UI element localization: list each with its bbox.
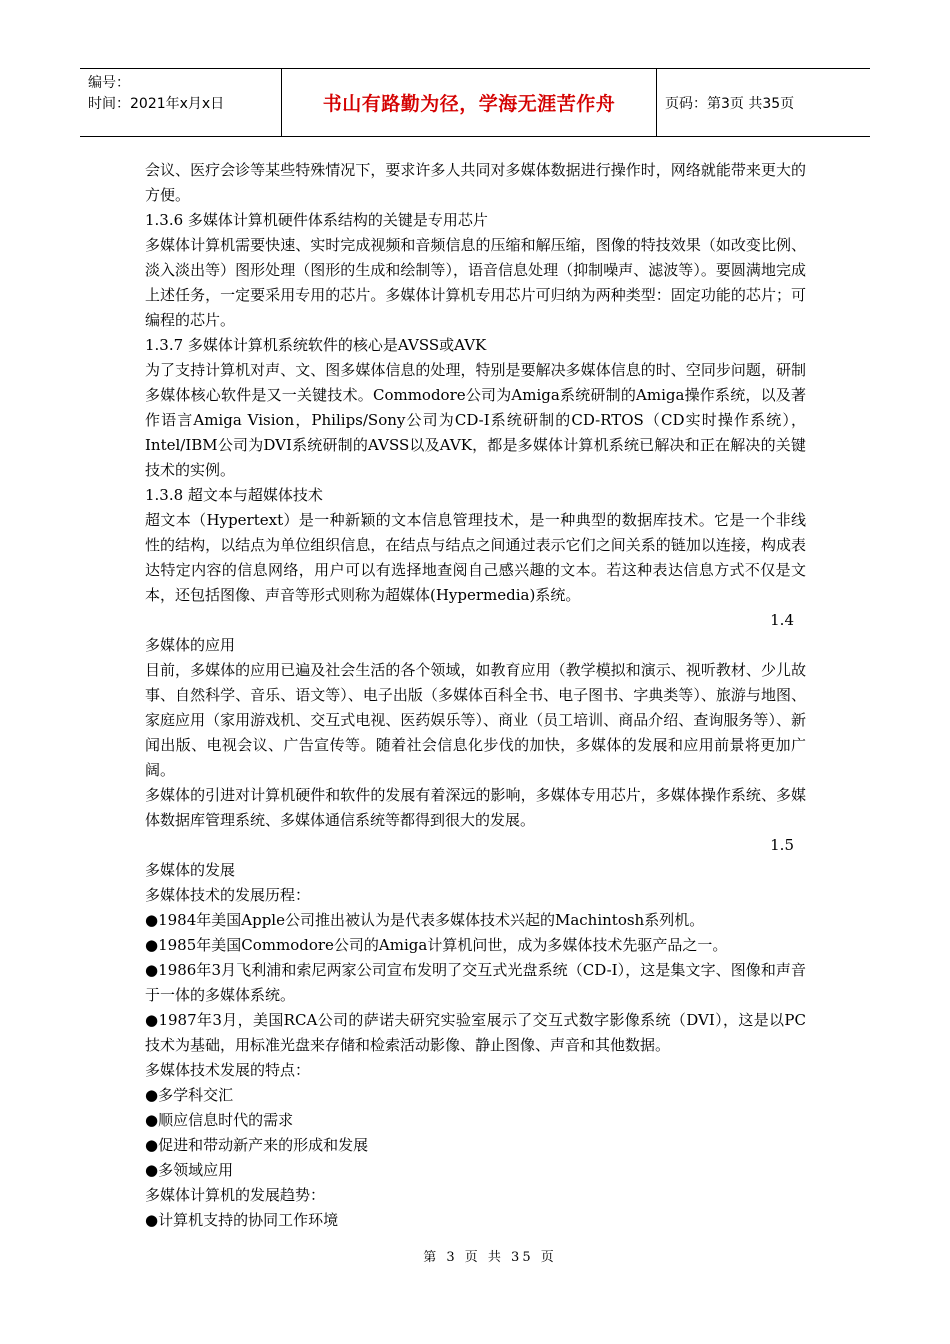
section-title-1-5: 多媒体的发展 [145,861,236,879]
section-heading-1-3-6: 1.3.6 多媒体计算机硬件体系结构的关键是专用芯片 [145,211,488,229]
list-item: ●1984年美国Apple公司推出被认为是代表多媒体技术兴起的Machintosh系列机。 [145,911,705,929]
subheading: 多媒体技术发展的特点： [145,1061,311,1079]
paragraph: 目前，多媒体的应用已遍及社会生活的各个领域，如教育应用（教学模拟和演示、视听教材、少儿故事、自然科学、音乐、语文等）、电子出版（多媒体百科全书、电子图书、字典类等）、旅游与地图、家庭应用（家用游戏机、交互式电视、医药娱乐等）、商业（员工培训、商品介绍、查询服务等）、新闻出版、电视会议、广告宣传等。随着社会信息化步伐的加快，多媒体的发展和应用前景将更加广阔。 [145,661,806,779]
page-footer: 第 3 页 共 35 页 [423,1250,557,1265]
paragraph: 会议、医疗会诊等某些特殊情况下，要求许多人共同对多媒体数据进行操作时，网络就能带来更大的方便。 [145,161,806,204]
list-item: ●计算机支持的协同工作环境 [145,1211,339,1229]
section-number-1-5: 1.5 [770,836,794,854]
section-heading-1-3-7: 1.3.7 多媒体计算机系统软件的核心是AVSS或AVK [145,336,487,354]
paragraph: 多媒体计算机需要快速、实时完成视频和音频信息的压缩和解压缩，图像的特技效果（如改变比例、淡入淡出等）图形处理（图形的生成和绘制等），语音信息处理（抑制噪声、滤波等）。要圆满地完成上述任务，一定要采用专用的芯片。多媒体计算机专用芯片可归纳为两种类型：固定功能的芯片；可编程的芯片。 [145,236,806,329]
section-number-1-4: 1.4 [770,611,794,629]
header-page-info: 页码：第3页 共35页 [665,95,795,112]
list-item: ●1985年美国Commodore公司的Amiga计算机问世，成为多媒体技术先驱产品之一。 [145,936,728,954]
header-motto: 书山有路勤为径，学海无涯苦作舟 [282,69,657,136]
list-item: ●顺应信息时代的需求 [145,1111,294,1129]
page-header [80,68,870,137]
list-item: ●1986年3月飞利浦和索尼两家公司宣布发明了交互式光盘系统（CD-I），这是集文字、图像和声音于一体的多媒体系统。 [145,961,806,1004]
subheading: 多媒体技术的发展历程： [145,886,311,904]
header-meta [80,69,282,136]
time-label: 时间：2021年x月x日 [88,96,225,112]
number-label: 编号： [88,75,130,91]
list-item: ●多领域应用 [145,1161,234,1179]
paragraph: 为了支持计算机对声、文、图多媒体信息的处理，特别是要解决多媒体信息的时、空同步问题，研制多媒体核心软件是又一关键技术。Commodore公司为Amiga系统研制的Amiga操作系统，以及著作语言Amiga Vision，Philips/Sony公司为CD-I系统研制的CD-RTOS（CD实时操作系统），Intel/IBM公司为DVI系统研制的AVSS以及AVK，都是多媒体计算机系统已解决和正在解决的关键技术的实例。 [145,361,806,479]
document-body [145,158,806,1233]
list-item: ●多学科交汇 [145,1086,234,1104]
subheading: 多媒体计算机的发展趋势： [145,1186,326,1204]
list-item: ●1987年3月，美国RCA公司的萨诺夫研究实验室展示了交互式数字影像系统（DVI），这是以PC技术为基础，用标准光盘来存储和检索活动影像、静止图像、声音和其他数据。 [145,1011,806,1054]
list-item: ●促进和带动新产来的形成和发展 [145,1136,369,1154]
paragraph: 多媒体的引进对计算机硬件和软件的发展有着深远的影响，多媒体专用芯片，多媒体操作系统、多媒体数据库管理系统、多媒体通信系统等都得到很大的发展。 [145,786,806,829]
section-title-1-4: 多媒体的应用 [145,636,236,654]
section-heading-1-3-8: 1.3.8 超文本与超媒体技术 [145,486,323,504]
paragraph: 超文本（Hypertext）是一种新颖的文本信息管理技术，是一种典型的数据库技术。它是一个非线性的结构，以结点为单位组织信息，在结点与结点之间通过表示它们之间关系的链加以连接，构成表达特定内容的信息网络，用户可以有选择地查阅自己感兴趣的文本。若这种表达信息方式不仅是文本，还包括图像、声音等形式则称为超媒体(Hypermedia)系统。 [145,511,806,604]
